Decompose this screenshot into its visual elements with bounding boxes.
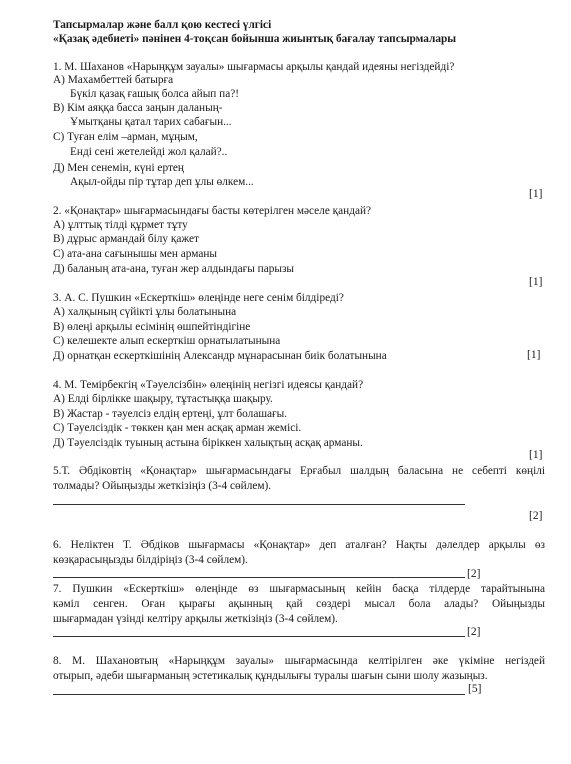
- header-subtitle: «Қазақ әдебиеті» пәнінен 4-тоқсан бойынша жиынтық бағалау тапсырмалары: [53, 33, 457, 45]
- q7-mark: [2]: [467, 626, 481, 638]
- q5-question-line1: 5.Т. Әбдіковтің «Қонақтар» шығармасындағы Ерғабыл шалдың баласына не себепті көңілі: [53, 465, 545, 477]
- q4-question: 4. М. Темірбекгің «Тәуелсізбін» өлеңінің негізгі идеясы қандай?: [53, 379, 364, 391]
- q6-answer-line[interactable]: [53, 577, 465, 578]
- q1-option-a-line2: Бүкіл қазақ ғашық болса айып па?!: [70, 88, 239, 100]
- q2-option-b: В) дұрыс армандай білу қажет: [53, 233, 199, 245]
- q2-mark: [1]: [529, 276, 543, 288]
- q8-answer-line[interactable]: [53, 694, 465, 695]
- q3-mark: [1]: [527, 349, 541, 361]
- q4-option-b: В) Жастар - тәуелсіз елдің ертеңі, ұлт болашағы.: [53, 408, 288, 420]
- q1-question: 1. М. Шаханов «Нарыңқұм зауалы» шығармасы арқылы қандай идеяны негіздейді?: [53, 61, 455, 73]
- q4-mark: [1]: [529, 449, 543, 461]
- q4-option-a: А) Елді бірлікке шақыру, тұтастыққа шақыру.: [53, 393, 273, 405]
- q3-option-b: В) өлеңі арқылы есімінің өшпейтіндігіне: [53, 321, 251, 333]
- q1-option-b: В) Кім аяққа басса заңын даланың-: [53, 102, 223, 114]
- q6-question-line2: көзқарасыңызды білдіріңіз (3-4 сөйлем).: [53, 554, 248, 566]
- q2-option-c: С) ата-ана сағынышы мен арманы: [53, 248, 217, 260]
- q2-option-a: А) ұлттық тілді құрмет тұту: [53, 219, 188, 231]
- q1-option-c: С) Туған елім –арман, мұңым,: [53, 131, 198, 143]
- q8-question-line1: 8. М. Шахановтың «Нарыңқұм зауалы» шығармасында келтірілген әке үкіміне негіздей: [53, 655, 545, 667]
- q3-question: 3. А. С. Пушкин «Ескерткіш» өлеңінде неге сенім білдіреді?: [53, 292, 344, 304]
- q5-mark: [2]: [529, 510, 543, 522]
- q3-option-c: С) келешекте алып ескерткіш орнатылатынына: [53, 335, 281, 347]
- q1-mark: [1]: [529, 188, 543, 200]
- q5-question-line2: толмады? Ойыңызды жеткізіңіз (3-4 сөйлем).: [53, 480, 272, 492]
- q6-question-line1: 6. Неліктен Т. Әбдіков шығармасы «Қонақтар» деп аталған? Нақты дәлелдер арқылы өз: [53, 539, 545, 551]
- q6-mark: [2]: [467, 568, 481, 580]
- q5-answer-line[interactable]: [53, 504, 465, 505]
- q1-option-d: Д) Мен сенемін, күні ертең: [53, 162, 184, 174]
- q1-option-d-line2: Ақыл-ойды пір тұтар деп ұлы өлкем...: [70, 176, 254, 188]
- q7-question-line2: кәміл сенген. Оған қырағы ақынның қай сөздері мысал бола алады? Ойыңызды: [53, 598, 545, 610]
- q1-option-c-line2: Енді сені жетелейді жол қалай?..: [70, 146, 228, 158]
- q4-option-d: Д) Тәуелсіздік туының астына біріккен халықтың асқақ арманы.: [53, 437, 363, 449]
- q7-answer-line[interactable]: [53, 636, 465, 637]
- q8-mark: [5]: [468, 683, 482, 695]
- q8-question-line2: отырып, әдеби шығарманың эстетикалық құндылығы туралы шағын сыни шолу жазыңыз.: [53, 670, 488, 682]
- q4-option-c: С) Тәуелсіздік - төккен қан мен асқақ арман жемісі.: [53, 422, 302, 434]
- q2-option-d: Д) баланың ата-ана, туған жер алдындағы парызы: [53, 263, 294, 275]
- header-title: Тапсырмалар және балл қою кестесі үлгісі: [53, 19, 272, 31]
- q1-option-b-line2: Ұмытқаны қатал тарих сабағын...: [70, 116, 232, 128]
- q7-question-line3: шығармадан үзінді келтіру арқылы жеткізіңіз (3-4 сөйлем).: [53, 613, 338, 625]
- q3-option-d: Д) орнатқан ескерткішінің Александр мұнарасынан биік болатынына: [53, 350, 387, 362]
- q2-question: 2. «Қонақтар» шығармасындағы басты көтерілген мәселе қандай?: [53, 205, 372, 217]
- q1-option-a: А) Махамбеттей батырға: [53, 74, 174, 86]
- q7-question-line1: 7. Пушкин «Ескерткіш» өлеңінде өз шығармасының кейін басқа тілдерде тарайтынына: [53, 583, 545, 595]
- q3-option-a: А) халқының сүйікті ұлы болатынына: [53, 306, 237, 318]
